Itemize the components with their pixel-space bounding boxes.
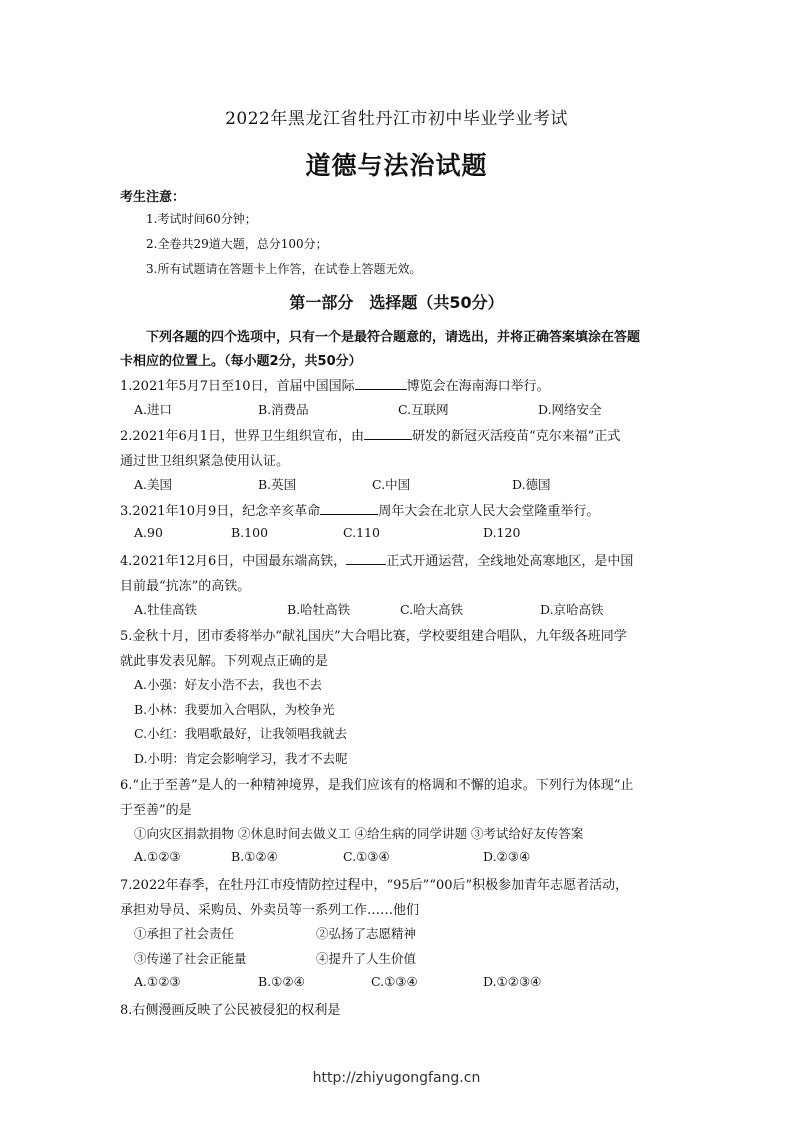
option: A.①②③ bbox=[134, 974, 181, 989]
statement: ④提升了人生价值 bbox=[316, 951, 417, 966]
question-text: 研发的新冠灭活疫苗“克尔来福”正式 bbox=[412, 429, 621, 444]
question-text: 于至善”的是 bbox=[120, 803, 192, 818]
question-text: 3.2021年10月9日，纪念辛亥革命 bbox=[120, 504, 321, 519]
option: A.美国 bbox=[134, 477, 173, 492]
instructions-line: 下列各题的四个选项中，只有一个是最符合题意的，请选出，并将正确答案填涂在答题 bbox=[146, 330, 641, 345]
statement: ③传递了社会正能量 bbox=[134, 951, 247, 966]
footer-url: http://zhiyugongfang.cn bbox=[312, 1070, 481, 1086]
question-text: 就此事发表见解。下列观点正确的是 bbox=[120, 654, 329, 669]
question-text: 5.金秋十月，团市委将举办“献礼国庆”大合唱比赛，学校要组建合唱队，九年级各班同学 bbox=[120, 629, 627, 644]
question-3 bbox=[120, 500, 599, 519]
question-text: 正式开通运营，全线地处高寒地区，是中国 bbox=[386, 554, 634, 569]
option: C.中国 bbox=[372, 477, 411, 492]
notice-item: 3.所有试题请在答题卡上作答，在试卷上答题无效。 bbox=[146, 262, 422, 276]
notice-item: 1.考试时间60分钟； bbox=[146, 212, 257, 226]
notice-item: 2.全卷共29道大题，总分100分； bbox=[146, 237, 328, 251]
option: D.网络安全 bbox=[538, 402, 602, 417]
question-text: 通过世卫组织紧急使用认证。 bbox=[120, 454, 290, 469]
option: D.小明：肯定会影响学习，我才不去呢 bbox=[134, 751, 348, 766]
question-1 bbox=[120, 375, 550, 394]
option: D.①②③④ bbox=[483, 974, 542, 989]
option: D.德国 bbox=[512, 477, 551, 492]
option: C.互联网 bbox=[398, 402, 449, 417]
question-text: 目前最“抗冻”的高铁。 bbox=[120, 579, 251, 594]
option: C.①③④ bbox=[343, 849, 390, 864]
option: C.哈大高铁 bbox=[400, 602, 464, 617]
option: D.120 bbox=[483, 525, 521, 540]
subject-title: 道德与法治试题 bbox=[305, 151, 488, 180]
option: D.京哈高铁 bbox=[540, 602, 604, 617]
question-text: 7.2022年春季，在牡丹江市疫情防控过程中，“95后”“00后”积极参加青年志愿者活动， bbox=[120, 878, 629, 893]
question-text: 4.2021年12月6日，中国最东端高铁， bbox=[120, 554, 347, 569]
question-text: 承担劝导员、采购员、外卖员等一系列工作……他们 bbox=[120, 903, 420, 918]
answer-blank bbox=[320, 502, 378, 515]
option: C.①③④ bbox=[371, 974, 418, 989]
answer-blank bbox=[364, 427, 412, 440]
option: B.哈牡高铁 bbox=[287, 602, 351, 617]
option: A.牡佳高铁 bbox=[134, 602, 198, 617]
option: D.②③④ bbox=[483, 849, 531, 864]
option: A.进口 bbox=[134, 402, 173, 417]
option: B.英国 bbox=[258, 477, 297, 492]
option: C.小红：我唱歌最好，让我领唱我就去 bbox=[134, 726, 348, 741]
option: B.①②④ bbox=[231, 849, 278, 864]
option: B.消费品 bbox=[258, 402, 309, 417]
option: B.小林：我要加入合唱队，为校争光 bbox=[134, 702, 335, 717]
instructions-line: 卡相应的位置上。（每小题2分，共50分） bbox=[120, 354, 362, 369]
question-text: 博览会在海南海口举行。 bbox=[406, 379, 550, 394]
answer-blank bbox=[355, 377, 407, 390]
question-text: 8.右侧漫画反映了公民被侵犯的权利是 bbox=[120, 1003, 341, 1018]
answer-blank bbox=[346, 552, 386, 565]
option: A.90 bbox=[134, 525, 163, 540]
question-text: 2.2021年6月1日，世界卫生组织宣布，由 bbox=[120, 429, 365, 444]
option: A.①②③ bbox=[134, 849, 181, 864]
statement: ②弘扬了志愿精神 bbox=[316, 926, 417, 941]
statement: ①承担了社会责任 bbox=[134, 926, 235, 941]
question-4 bbox=[120, 550, 633, 569]
option: C.110 bbox=[343, 525, 380, 540]
option: B.100 bbox=[231, 525, 269, 540]
option: B.①②④ bbox=[258, 974, 305, 989]
option: A.小强：好友小浩不去，我也不去 bbox=[134, 677, 323, 692]
exam-title: 2022年黑龙江省牡丹江市初中毕业学业考试 bbox=[225, 109, 568, 129]
notice-heading: 考生注意： bbox=[120, 190, 186, 205]
statements: ①向灾区捐款捐物 ②休息时间去做义工 ④给生病的同学讲题 ③考试给好友传答案 bbox=[134, 826, 584, 841]
question-text: 周年大会在北京人民大会堂隆重举行。 bbox=[378, 504, 600, 519]
question-text: 6.“止于至善”是人的一种精神境界，是我们应该有的格调和不懈的追求。下列行为体现“止 bbox=[120, 778, 634, 793]
part-title: 第一部分 选择题（共50分） bbox=[289, 293, 504, 312]
question-text: 1.2021年5月7日至10日，首届中国国际 bbox=[120, 379, 355, 394]
question-2 bbox=[120, 425, 620, 444]
